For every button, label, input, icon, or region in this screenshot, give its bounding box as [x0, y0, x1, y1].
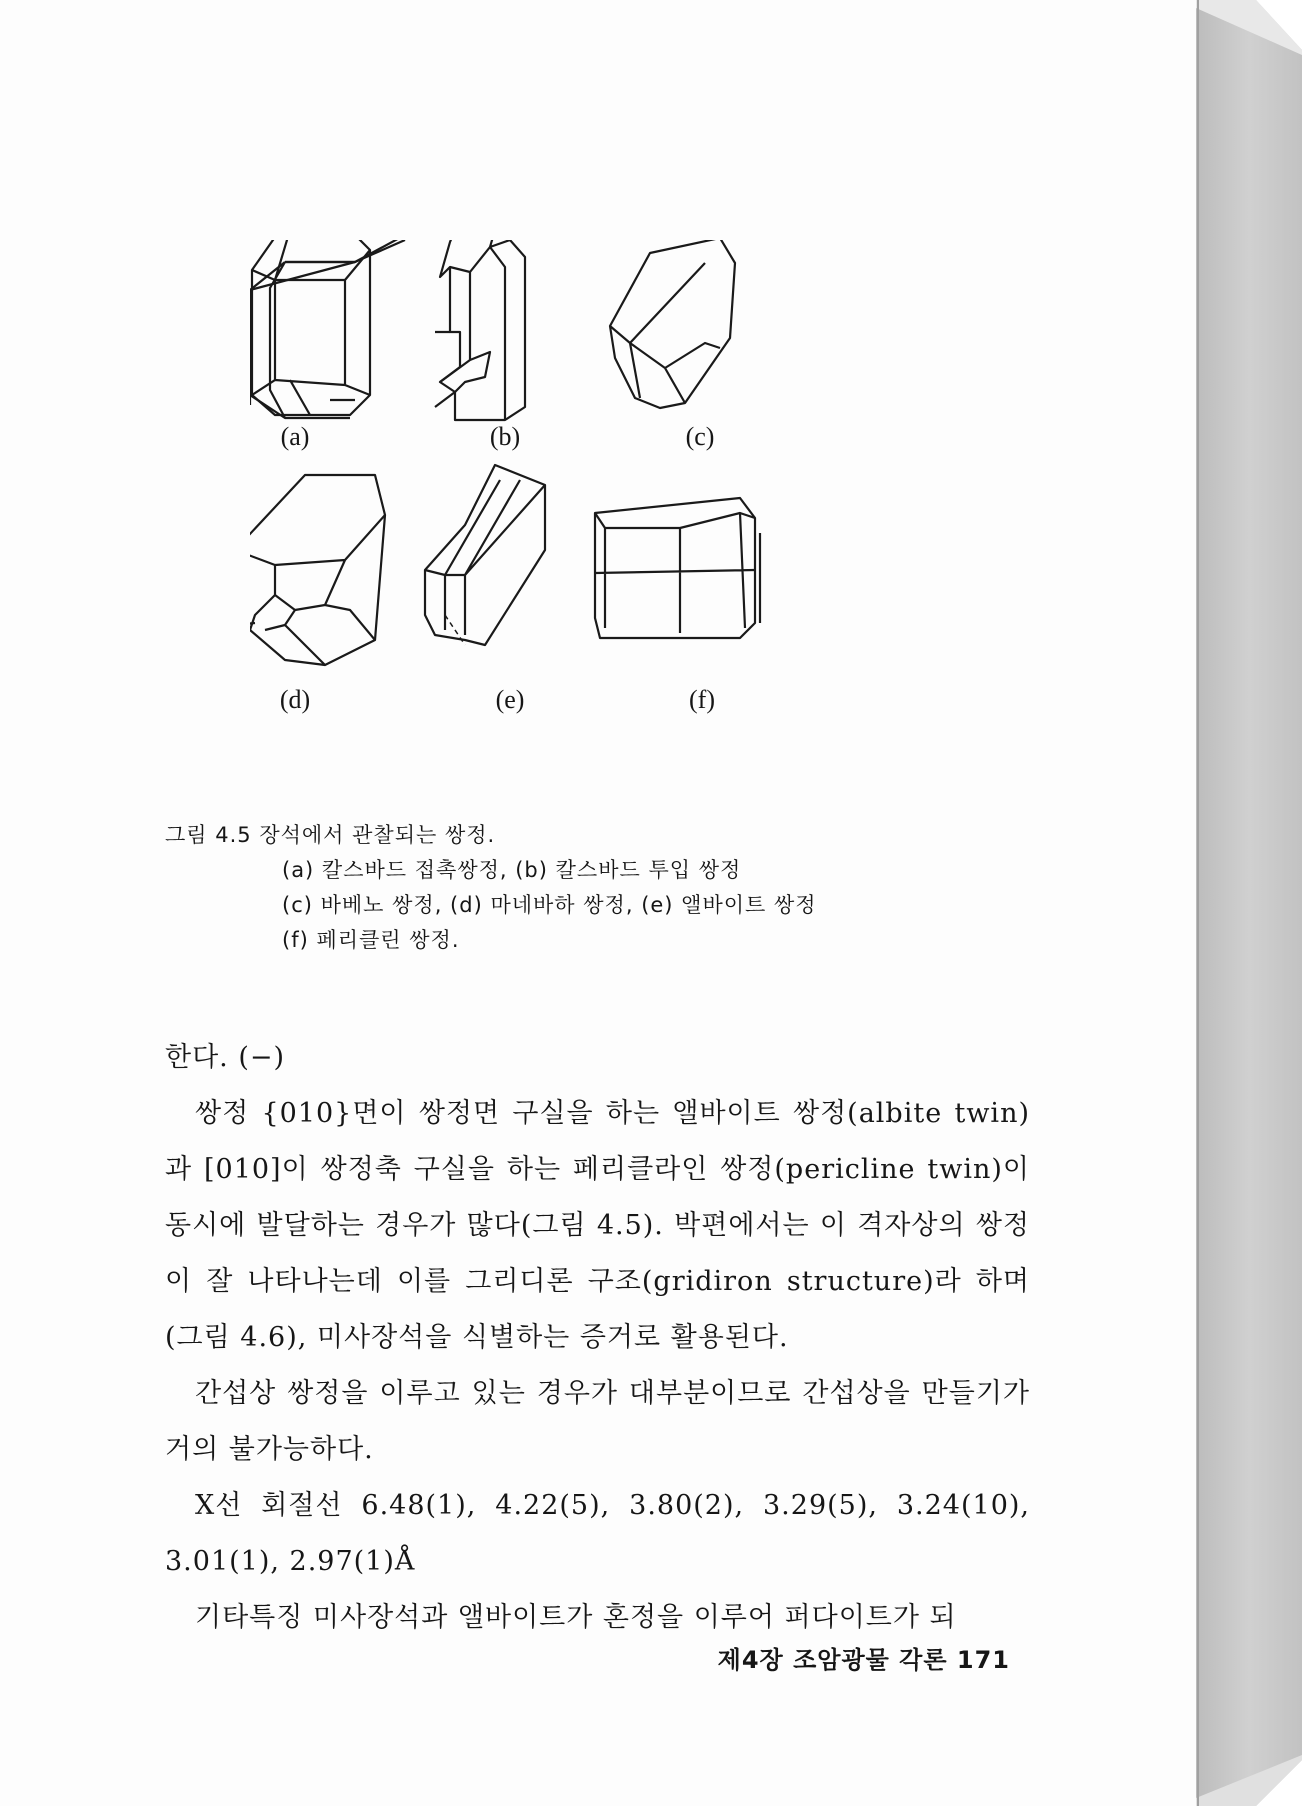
body-text — [165, 1030, 1030, 1646]
crystal-drawing-f — [595, 498, 760, 638]
paragraph-2: 쌍정 {010}면이 쌍정면 구실을 하는 앨바이트 쌍정(albite twin)과 [010]이 쌍정축 구실을 하는 페리클라인 쌍정(pericline twin)이 동시에 발달하는 경우가 많다(그림 4.5). 박편에서는 이 격자상의 쌍정이 잘 나타나는데 이를 그리디론 구조(gridiron structure)라 하며(그림 4.6), 미사장석을 식별하는 증거로 활용된다. — [165, 1098, 1030, 1353]
paragraph-4: X선 회절선 6.48(1), 4.22(5), 3.80(2), 3.29(5), 3.24(10), 3.01(1), 2.97(1)Å — [165, 1490, 1030, 1577]
caption-line-1: (a) 칼스바드 접촉쌍정, (b) 칼스바드 투입 쌍정 — [282, 858, 742, 882]
caption-title: 그림 4.5 장석에서 관찰되는 쌍정. — [165, 823, 496, 847]
crystal-twins-figure — [250, 240, 930, 790]
paragraph-3: 간섭상 쌍정을 이루고 있는 경우가 대부분이므로 간섭상을 만들기가 거의 불가능하다. — [165, 1378, 1030, 1465]
book-spine — [1196, 0, 1302, 1806]
paragraph-5: 기타특징 미사장석과 앨바이트가 혼정을 이루어 퍼다이트가 되 — [195, 1602, 957, 1633]
crystal-drawing-d — [250, 475, 385, 665]
figure-label-b: (b) — [489, 422, 521, 451]
crystal-a-inner — [250, 240, 370, 415]
caption-line-3: (f) 페리클린 쌍정. — [282, 928, 460, 952]
page-footer: 제4장 조암광물 각론 171 — [717, 1646, 1010, 1674]
figure-label-f: (f) — [689, 685, 715, 714]
figure-caption — [165, 818, 1065, 958]
paragraph-1: 한다. (−) — [165, 1042, 286, 1073]
figure-label-c: (c) — [685, 422, 715, 451]
figure-label-a: (a) — [280, 422, 310, 451]
crystal-drawing-c — [610, 240, 735, 408]
crystal-drawing-e — [425, 465, 545, 645]
figure-label-e: (e) — [495, 685, 525, 714]
crystal-drawing-b — [435, 240, 525, 420]
twin-drawings — [250, 240, 930, 790]
figure-label-d: (d) — [279, 685, 311, 714]
crystal-drawing-a — [250, 240, 405, 418]
caption-line-2: (c) 바베노 쌍정, (d) 마네바하 쌍정, (e) 앨바이트 쌍정 — [282, 893, 817, 917]
